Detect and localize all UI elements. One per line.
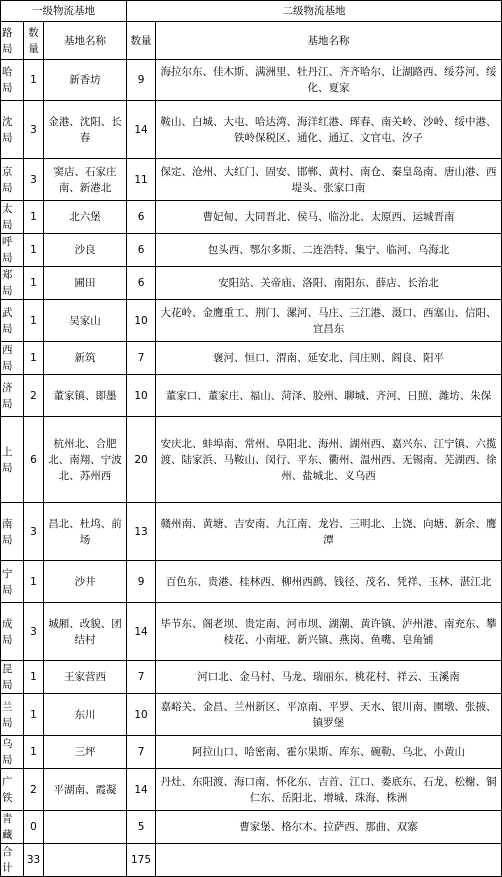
level1-name-cell: 吴家山: [44, 300, 127, 342]
level1-name-cell: 昌北、杜坞、前场: [44, 503, 127, 561]
level1-name-cell: 圃田: [44, 267, 127, 300]
level1-name-cell: 窦店、石家庄南、新港北: [44, 159, 127, 201]
level2-name-cell: 鞍山、白城、大屯、哈达湾、海洋红港、珲春、南关岭、沙岭、绥中港、铁岭保税区、通化、通辽、文官屯、汐子: [156, 101, 502, 159]
level2-header: 二级物流基地: [127, 1, 502, 22]
table-row: [1, 101, 502, 159]
total-row: [1, 844, 502, 877]
table-row: [1, 769, 502, 811]
level2-name-cell: 安阳站、关帝庙、洛阳、南阳东、薛店、长治北: [156, 267, 502, 300]
level1-name-cell: 沙良: [44, 234, 127, 267]
level2-count-header: 数量: [127, 22, 156, 60]
level2-count-cell: 7: [127, 342, 156, 375]
level2-count-cell: 6: [127, 267, 156, 300]
table-row: [1, 417, 502, 503]
bureau-header: 路局: [1, 22, 24, 60]
level2-count-cell: 7: [127, 661, 156, 694]
level1-count-cell: 1: [24, 234, 44, 267]
level1-count-cell: 1: [24, 201, 44, 234]
level2-count-cell: 20: [127, 417, 156, 503]
total-level1-name-cell: [44, 844, 127, 877]
level2-name-cell: 褒河、恒口、渭南、延安北、闫庄则、阎良、阳平: [156, 342, 502, 375]
bureau-cell: 京局: [1, 159, 24, 201]
bureau-cell: 太局: [1, 201, 24, 234]
table-row: [1, 694, 502, 736]
level1-count-cell: 6: [24, 417, 44, 503]
level2-name-header: 基地名称: [156, 22, 502, 60]
level1-name-cell: 董家镇、即墨: [44, 375, 127, 417]
level2-count-cell: 9: [127, 561, 156, 603]
bureau-cell: 西局: [1, 342, 24, 375]
level1-count-cell: 3: [24, 603, 44, 661]
level2-name-cell: 百色东、贵港、桂林西、柳州西鹧、钱径、茂名、凭祥、玉林、湛江北: [156, 561, 502, 603]
level2-count-cell: 13: [127, 503, 156, 561]
level1-count-cell: 3: [24, 503, 44, 561]
total-level1-count-cell: 33: [24, 844, 44, 877]
bureau-cell: 上局: [1, 417, 24, 503]
table-row: [1, 561, 502, 603]
level1-count-cell: 3: [24, 101, 44, 159]
level1-count-cell: 1: [24, 736, 44, 769]
level2-name-cell: 安庆北、蚌埠南、常州、阜阳北、海州、湖州西、嘉兴东、江宁镇、六揽渡、陆家浜、马鞍山、闵行、平东、衢州、温州西、无锡南、芜湖西、徐州、盐城北、义乌西: [156, 417, 502, 503]
bureau-cell: 武局: [1, 300, 24, 342]
level1-count-cell: 1: [24, 300, 44, 342]
table-row: [1, 300, 502, 342]
level1-count-cell: 1: [24, 60, 44, 101]
level2-count-cell: 5: [127, 811, 156, 844]
level1-name-header: 基地名称: [44, 22, 127, 60]
level1-count-header: 数量: [24, 22, 44, 60]
bureau-cell: 哈局: [1, 60, 24, 101]
header-row-sub: [1, 22, 502, 60]
level2-name-cell: 阿拉山口、哈密南、霍尔果斯、库东、碗勒、乌北、小黄山: [156, 736, 502, 769]
level2-count-cell: 14: [127, 769, 156, 811]
table-row: [1, 661, 502, 694]
level1-count-cell: 2: [24, 375, 44, 417]
bureau-cell: 济局: [1, 375, 24, 417]
level1-name-cell: 平湖南、霞凝: [44, 769, 127, 811]
level1-header: 一级物流基地: [1, 1, 127, 22]
level1-count-cell: 2: [24, 769, 44, 811]
table-row: [1, 375, 502, 417]
table-row: [1, 201, 502, 234]
level2-count-cell: 14: [127, 603, 156, 661]
total-label-cell: 合计: [1, 844, 24, 877]
level1-count-cell: 1: [24, 267, 44, 300]
level2-count-cell: 6: [127, 201, 156, 234]
table-row: [1, 603, 502, 661]
level2-count-cell: 10: [127, 375, 156, 417]
level2-count-cell: 9: [127, 60, 156, 101]
bureau-cell: 广铁: [1, 769, 24, 811]
level2-count-cell: 7: [127, 736, 156, 769]
level2-name-cell: 董家口、董家庄、福山、菏泽、胶州、聊城、齐河、日照、潍坊、朱保: [156, 375, 502, 417]
level2-name-cell: 曹家堡、格尔木、拉萨西、那曲、双寨: [156, 811, 502, 844]
level2-name-cell: 丹灶、东阳渡、海口南、怀化东、吉首、江口、娄底东、石龙、松榭、铜仁东、岳阳北、增城、珠海、株洲: [156, 769, 502, 811]
bureau-cell: 沈局: [1, 101, 24, 159]
table-row: [1, 60, 502, 101]
bureau-cell: 兰局: [1, 694, 24, 736]
bureau-cell: 呼局: [1, 234, 24, 267]
table-row: [1, 503, 502, 561]
level2-count-cell: 10: [127, 300, 156, 342]
level1-name-cell: 北六堡: [44, 201, 127, 234]
bureau-cell: 乌局: [1, 736, 24, 769]
level2-name-cell: 嘉峪关、金昌、兰州新区、平凉南、平罗、天水、银川南、園墩、张掖、镇罗堡: [156, 694, 502, 736]
level1-count-cell: 1: [24, 342, 44, 375]
table-row: [1, 234, 502, 267]
level1-count-cell: 3: [24, 159, 44, 201]
level1-name-cell: 三坪: [44, 736, 127, 769]
total-level2-name-cell: [156, 844, 502, 877]
level1-name-cell: 沙井: [44, 561, 127, 603]
table-row: [1, 159, 502, 201]
bureau-cell: 昆局: [1, 661, 24, 694]
level2-name-cell: 海拉尔东、佳木斯、满洲里、牡丹江、齐齐哈尔、让湖路西、绥芬河、绥化、夏家: [156, 60, 502, 101]
total-level2-count-cell: 175: [127, 844, 156, 877]
level1-name-cell: 王家营西: [44, 661, 127, 694]
table-row: [1, 342, 502, 375]
table-row: [1, 267, 502, 300]
level1-count-cell: 1: [24, 694, 44, 736]
level2-name-cell: 包头西、鄂尔多斯、二连浩特、集宁、临河、乌海北: [156, 234, 502, 267]
level2-count-cell: 10: [127, 694, 156, 736]
level1-name-cell: 新香坊: [44, 60, 127, 101]
level1-count-cell: 0: [24, 811, 44, 844]
level2-name-cell: 保定、沧州、大红门、固安、邯郸、黄村、南仓、秦皇岛南、唐山港、西堤头、张家口南: [156, 159, 502, 201]
level2-name-cell: 曹妃甸、大同晋北、侯马、临汾北、太原西、运城晋南: [156, 201, 502, 234]
bureau-cell: 南局: [1, 503, 24, 561]
level2-name-cell: 河口北、金马村、马龙、瑞丽东、桃花村、祥云、玉溪南: [156, 661, 502, 694]
level1-name-cell: 金港、沈阳、长春: [44, 101, 127, 159]
level1-name-cell: 东川: [44, 694, 127, 736]
table-row: [1, 736, 502, 769]
level2-count-cell: 14: [127, 101, 156, 159]
bureau-cell: 宁局: [1, 561, 24, 603]
level2-name-cell: 毕节东、阁老坝、贵定南、河市坝、湖潮、黄许镇、泸州港、南充东、攀枝花、小南垭、新兴镇、燕岗、鱼嘴、皂角铺: [156, 603, 502, 661]
level2-count-cell: 11: [127, 159, 156, 201]
level1-name-cell: [44, 811, 127, 844]
header-row-top: [1, 1, 502, 22]
level1-name-cell: 城厢、改貌、团结村: [44, 603, 127, 661]
bureau-cell: 青藏: [1, 811, 24, 844]
level2-name-cell: 大花岭、金鹰重工、荆门、漯河、马庄、三江港、滠口、西塞山、信阳、宜昌东: [156, 300, 502, 342]
bureau-cell: 成局: [1, 603, 24, 661]
table-row: [1, 811, 502, 844]
level2-count-cell: 6: [127, 234, 156, 267]
level1-name-cell: 新筑: [44, 342, 127, 375]
level2-name-cell: 赣州南、黄塘、吉安南、九江南、龙岩、三明北、上饶、向塘、新余、鹰潭: [156, 503, 502, 561]
bureau-cell: 郑局: [1, 267, 24, 300]
level1-count-cell: 1: [24, 561, 44, 603]
level1-name-cell: 杭州北、合肥北、南翔、宁波北、苏州西: [44, 417, 127, 503]
level1-count-cell: 1: [24, 661, 44, 694]
